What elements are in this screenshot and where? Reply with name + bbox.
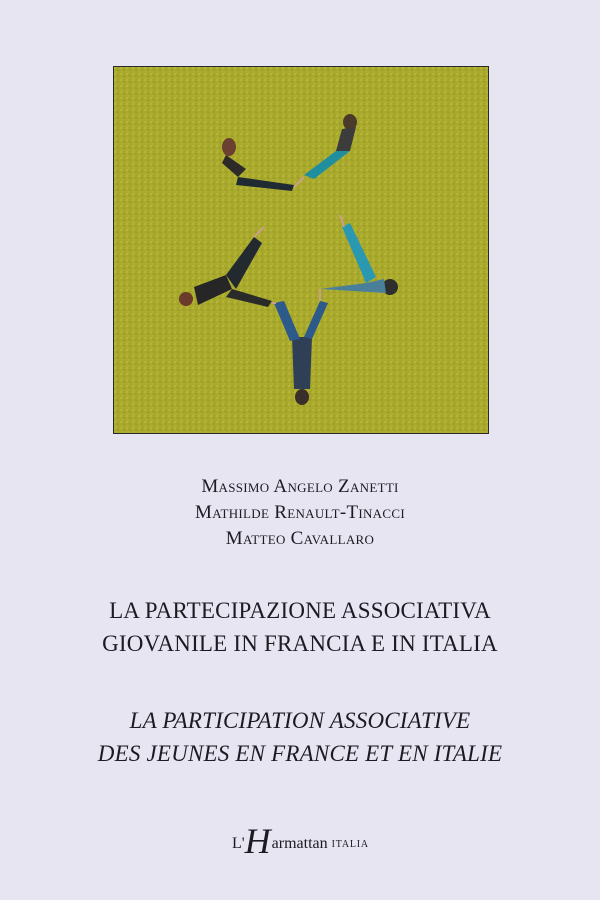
publisher-imprint: ITALIA xyxy=(331,839,369,850)
author-name: Matteo Cavallaro xyxy=(225,528,375,549)
title-french-line: LA PARTICIPATION ASSOCIATIVE xyxy=(129,708,471,733)
publisher-name: armattan xyxy=(271,835,328,852)
title-french-line: DES JEUNES EN FRANCE ET EN ITALIE xyxy=(97,741,503,766)
title-italian-line: LA PARTECIPAZIONE ASSOCIATIVA xyxy=(109,598,491,623)
cover-photo xyxy=(113,66,489,434)
author-list xyxy=(0,474,600,552)
star-of-people-image xyxy=(114,67,488,433)
publisher-prefix: L' xyxy=(232,835,245,852)
publisher-logo xyxy=(232,814,402,861)
publisher-initial: H xyxy=(244,821,271,861)
title-italian-line: GIOVANILE IN FRANCIA E IN ITALIA xyxy=(102,631,498,656)
author-name: Massimo Angelo Zanetti xyxy=(201,476,399,497)
author-name: Mathilde Renault-Tinacci xyxy=(195,502,405,523)
title-french xyxy=(0,704,600,770)
title-italian xyxy=(0,594,600,660)
